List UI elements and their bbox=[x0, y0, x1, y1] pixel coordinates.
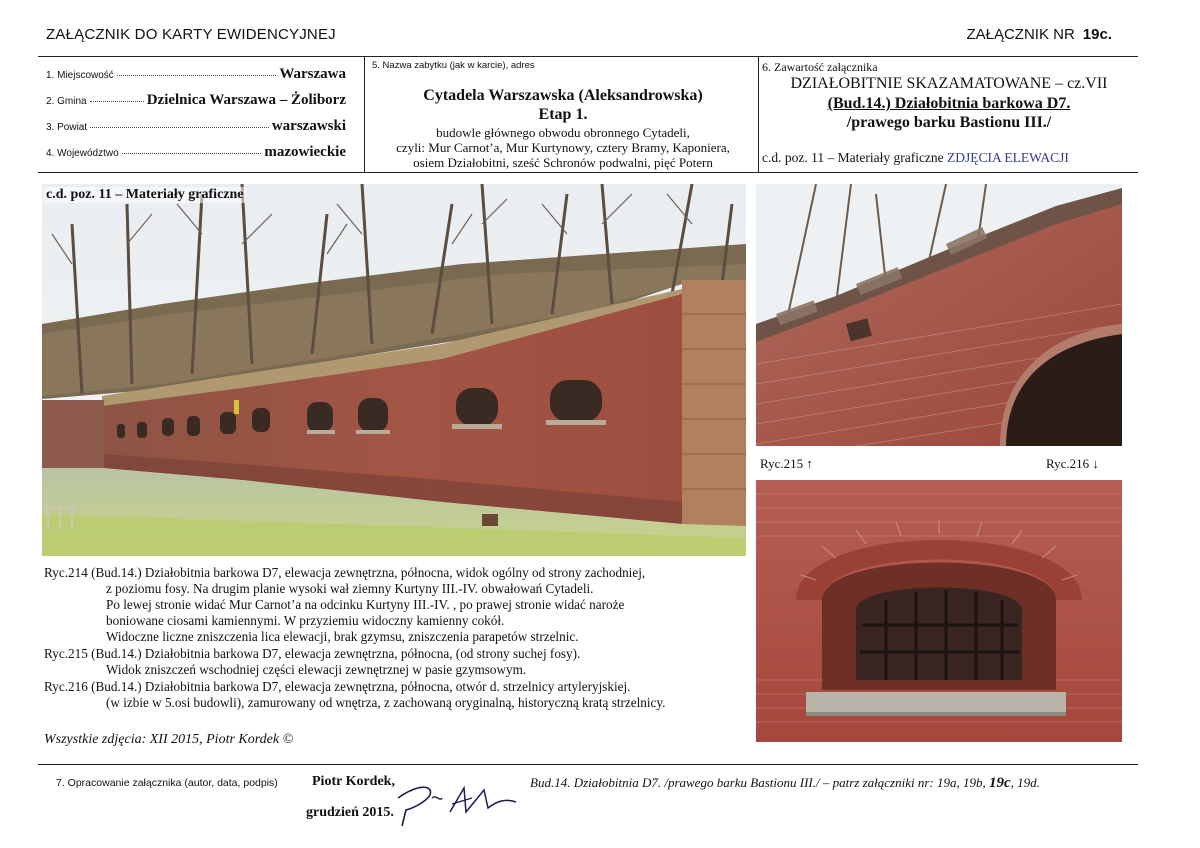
location-label: 1. Miejscowość bbox=[46, 70, 114, 81]
monument-line: czyli: Mur Carnot’a, Mur Kurtynowy, cztery Bramy, Kaponiera, bbox=[396, 140, 730, 155]
caption-ryc214-line5: Widoczne liczne zniszczenia lica elewacji, brak gzymsu, zniszczenia parapetów strzelnic. bbox=[106, 629, 579, 644]
photo-ryc214 bbox=[42, 184, 746, 556]
monument-section bbox=[368, 57, 758, 172]
footer-ref-text: Bud.14. Działobitnia D7. /prawego barku Bastionu III./ – patrz załączniki nr: 19a, 19b, bbox=[530, 775, 986, 790]
label-ryc215: Ryc.215 ↑ bbox=[760, 456, 813, 471]
location-label: 3. Powiat bbox=[46, 122, 88, 133]
attachment-number-label: ZAŁĄCZNIK NR bbox=[966, 26, 1075, 43]
location-value: mazowieckie bbox=[264, 144, 346, 160]
monument-line: osiem Działobitni, sześć Schronów podwalni, pięć Potern bbox=[413, 155, 713, 170]
footer-ref-bold: 19c bbox=[988, 775, 1011, 791]
location-row-commune bbox=[46, 92, 346, 109]
caption-ryc215-line1: Ryc.215 (Bud.14.) Działobitnia barkowa D7, elewacja zewnętrzna, północna, (od strony suchej fosy). bbox=[44, 646, 581, 661]
monument-name: Cytadela Warszawska (Aleksandrowska) bbox=[423, 87, 703, 104]
attachment-title: ZAŁĄCZNIK DO KARTY EWIDENCYJNEJ bbox=[46, 26, 336, 43]
monument-label: 5. Nazwa zabytku (jak w karcie), adres bbox=[372, 60, 535, 71]
divider bbox=[758, 57, 759, 172]
location-value: warszawski bbox=[271, 118, 346, 134]
info-table bbox=[38, 56, 1138, 173]
contents-ref-prefix: c.d. poz. 11 – Materiały graficzne bbox=[762, 150, 944, 165]
location-row-county bbox=[46, 118, 346, 135]
footer-author: Piotr Kordek, bbox=[312, 774, 395, 789]
footer-reference bbox=[530, 775, 1040, 792]
contents-section bbox=[760, 57, 1138, 172]
location-row-voivodeship bbox=[46, 144, 346, 161]
caption-ryc216-line1: Ryc.216 (Bud.14.) Działobitnia barkowa D7, elewacja zewnętrzna, północna, otwór d. strzelnicy artyleryjskiej. bbox=[44, 679, 631, 694]
location-label: 2. Gmina bbox=[46, 96, 87, 107]
location-value: Warszawa bbox=[279, 66, 346, 82]
caption-ryc214-line4: boniowane ciosami kamiennymi. W przyziemiu widoczny kamienny cokół. bbox=[106, 613, 505, 628]
label-ryc216: Ryc.216 ↓ bbox=[1046, 456, 1099, 471]
caption-ryc215-line2: Widok zniszczeń wschodniej części elewacji zewnętrznej w pasie gzymsowym. bbox=[106, 662, 527, 677]
dotted-leader bbox=[117, 75, 277, 76]
dotted-leader bbox=[90, 127, 269, 128]
contents-label: 6. Zawartość załącznika bbox=[762, 60, 878, 74]
caption-ryc214-line1: Ryc.214 (Bud.14.) Działobitnia barkowa D7, elewacja zewnętrzna, północna, widok ogólny od strony zachodniej, bbox=[44, 565, 646, 580]
monument-stage: Etap 1. bbox=[538, 106, 588, 123]
photo-overlay-caption: c.d. poz. 11 – Materiały graficzne bbox=[46, 187, 244, 202]
contents-reference bbox=[762, 150, 1069, 166]
footer-ref-end: , 19d. bbox=[1010, 775, 1040, 790]
photo-credit: Wszystkie zdjęcia: XII 2015, Piotr Kordek © bbox=[44, 732, 294, 747]
dotted-leader bbox=[122, 153, 262, 154]
location-value: Dzielnica Warszawa – Żoliborz bbox=[146, 92, 346, 108]
dotted-leader bbox=[90, 101, 144, 102]
contents-title: DZIAŁOBITNIE SKAZAMATOWANE – cz.VII bbox=[790, 75, 1108, 92]
footer-divider bbox=[38, 764, 1138, 765]
contents-building: (Bud.14.) Działobitnia barkowa D7. bbox=[827, 95, 1071, 112]
location-row-town bbox=[46, 66, 346, 83]
caption-ryc216-line2: (w izbie w 5.osi budowli), zamurowany od wnętrza, z zachowaną oryginalną, historyczną kratą strzelnicy. bbox=[106, 695, 666, 710]
divider bbox=[364, 57, 365, 172]
photo-ryc216 bbox=[756, 480, 1122, 742]
attachment-number bbox=[966, 26, 1112, 43]
photo-ryc215 bbox=[756, 184, 1122, 446]
caption-ryc214-line3: Po lewej stronie widać Mur Carnot’a na odcinku Kurtyny III.-IV. , po prawej stronie widać naroże bbox=[106, 597, 625, 612]
monument-line: budowle głównego obwodu obronnego Cytadeli, bbox=[436, 125, 690, 140]
attachment-number-value: 19c. bbox=[1082, 26, 1112, 43]
location-label: 4. Województwo bbox=[46, 148, 119, 159]
footer-label: 7. Opracowanie załącznika (autor, data, podpis) bbox=[56, 777, 278, 789]
signature-image bbox=[392, 768, 522, 828]
footer-date: grudzień 2015. bbox=[306, 805, 394, 820]
contents-bastion: /prawego barku Bastionu III./ bbox=[846, 114, 1052, 131]
caption-ryc214-line2: z poziomu fosy. Na drugim planie wysoki wał ziemny Kurtyny III.-IV. obwałowań Cytadeli. bbox=[106, 581, 594, 596]
contents-ref-highlight: ZDJĘCIA ELEWACJI bbox=[947, 150, 1069, 165]
